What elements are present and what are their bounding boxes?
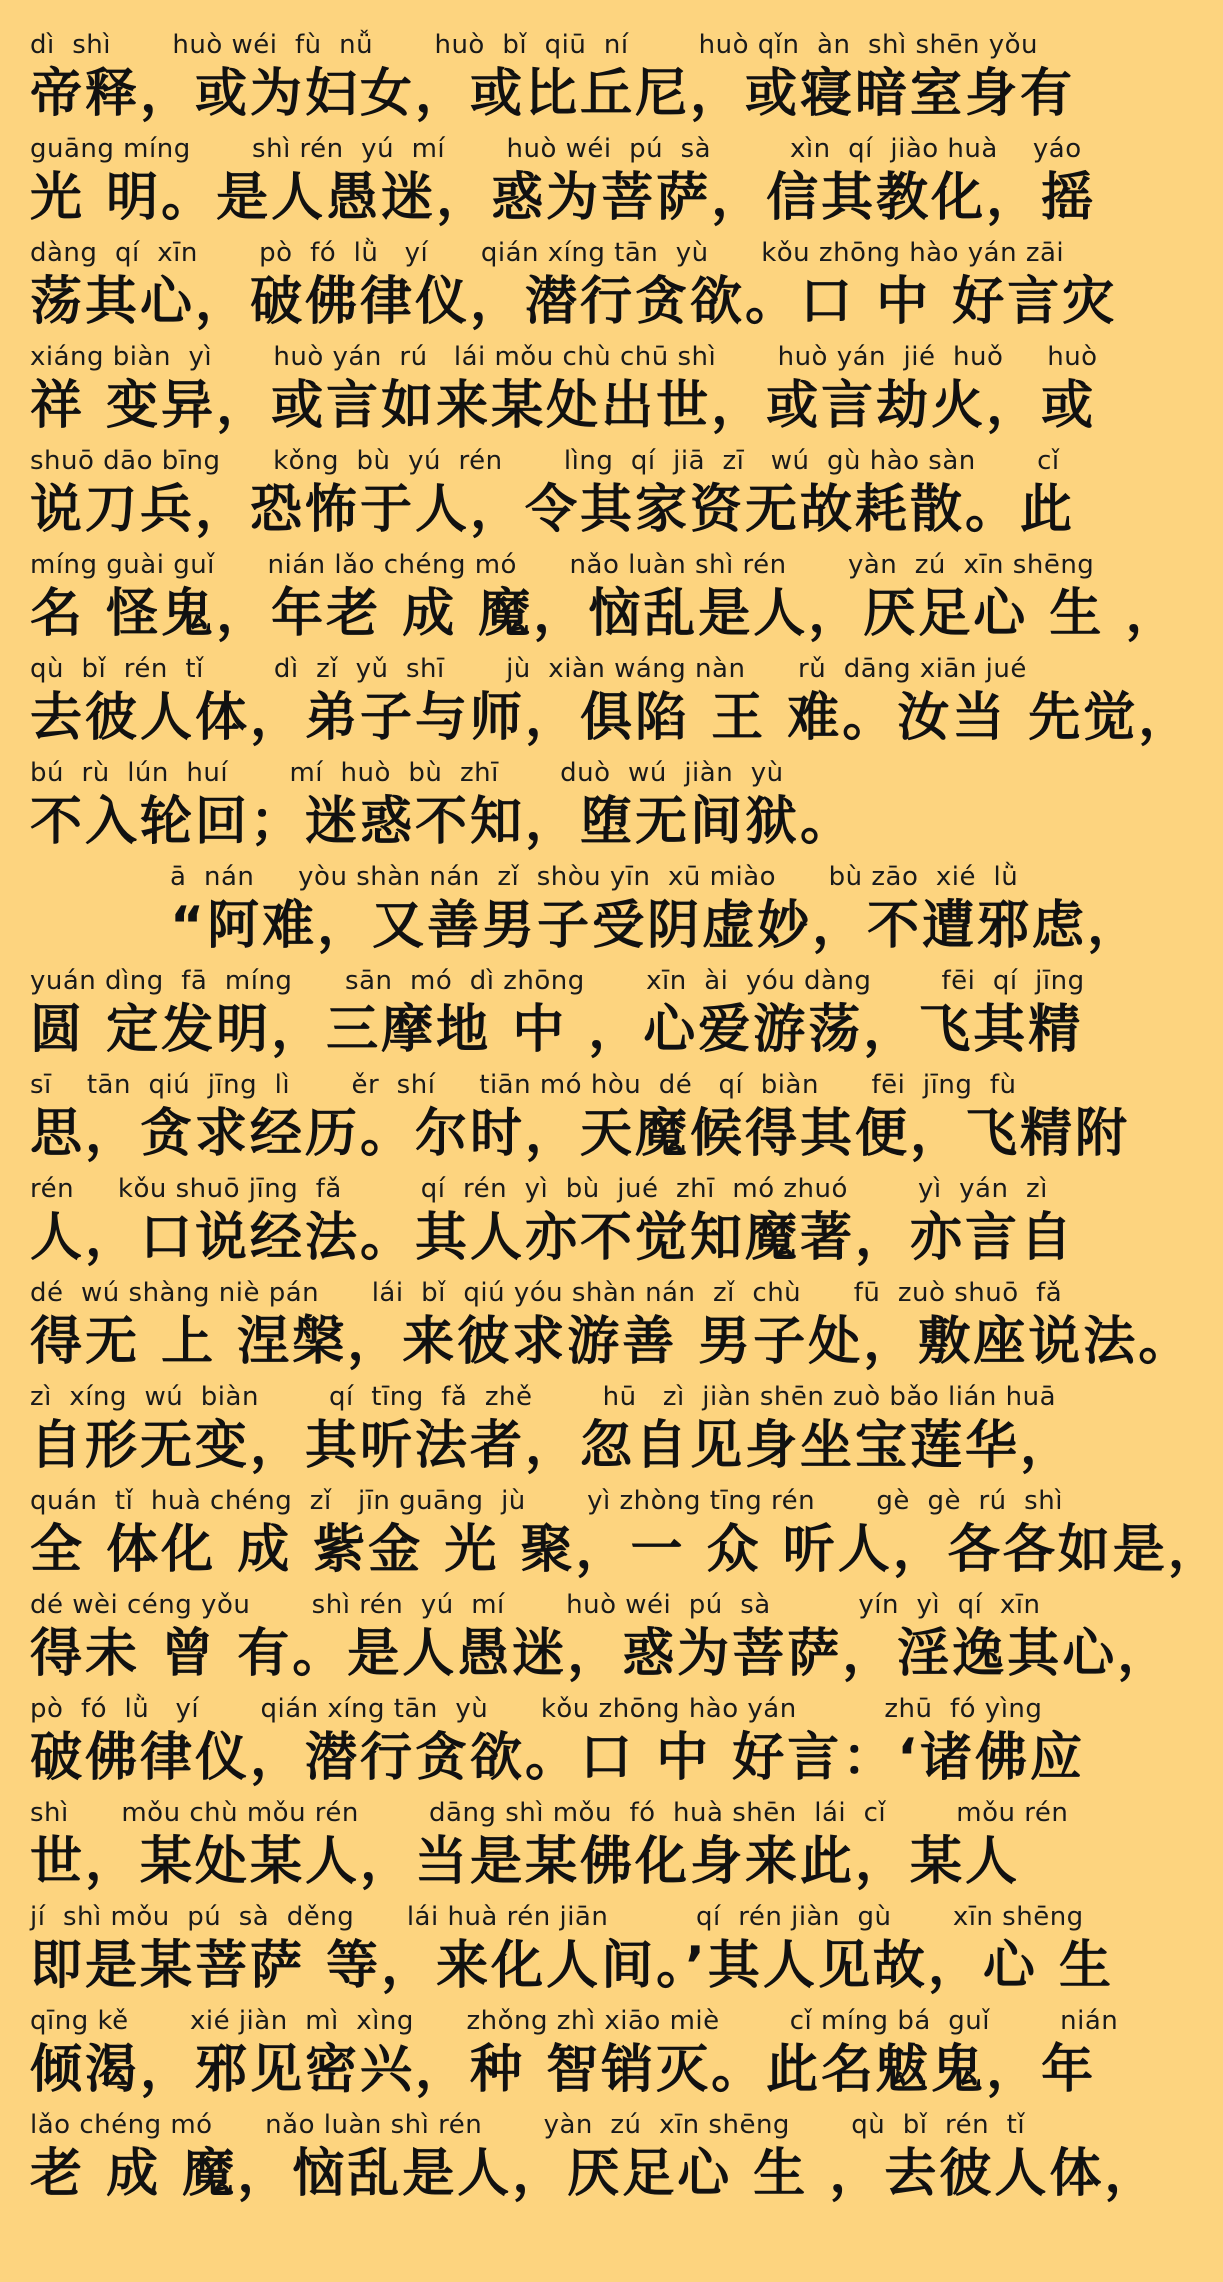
text-line (30, 1068, 1131, 1172)
hanzi-line: 世，某处某人，当是某佛化身来此，某人 (30, 1832, 1021, 1892)
pinyin-line: dì shì huò wéi fù nǚ huò bǐ qiū ní huò qǐn àn shì shēn yǒu (30, 30, 1039, 60)
text-line (30, 1484, 1223, 1588)
hanzi-line: 名 怪鬼，年老 成 魔，恼乱是人，厌足心 生 ， (30, 584, 1181, 644)
text-line (30, 756, 1050, 860)
pinyin-line: rén kǒu shuō jīng fǎ qí rén yì bù jué zhī mó zhuó yì yán zì (30, 1174, 1048, 1204)
hanzi-line: 破佛律仪，潜行贪欲。口 中 好言：‘诸佛应 (30, 1728, 1085, 1788)
hanzi-line: 人，口说经法。其人亦不觉知魔著，亦言自 (30, 1208, 1076, 1268)
text-line (30, 444, 1076, 548)
pinyin-line: ā nán yòu shàn nán zǐ shòu yīn xū miào bù zāo xié lǜ (170, 862, 1019, 892)
text-line (30, 1692, 1085, 1796)
pinyin-line: míng guài guǐ nián lǎo chéng mó nǎo luàn shì rén yàn zú xīn shēng (30, 550, 1095, 580)
text-line (30, 860, 1143, 964)
text-line (30, 652, 1194, 756)
pinyin-line: sī tān qiú jīng lì ěr shí tiān mó hòu dé qí biàn fēi jīng fù (30, 1070, 1017, 1100)
text-line (30, 1588, 1173, 1692)
text-line (30, 236, 1118, 340)
hanzi-line: 说刀兵，恐怖于人，令其家资无故耗散。此 (30, 480, 1076, 540)
hanzi-line: 去彼人体，弟子与师，俱陷 王 难。汝当 先觉， (30, 688, 1194, 748)
hanzi-line: “阿难，又善男子受阴虚妙，不遭邪虑， (170, 896, 1143, 956)
pinyin-line: quán tǐ huà chéng zǐ jīn guāng jù yì zhòng tīng rén gè gè rú shì (30, 1486, 1063, 1516)
pinyin-line: zì xíng wú biàn qí tīng fǎ zhě hū zì jiàn shēn zuò bǎo lián huā (30, 1382, 1057, 1412)
text-line (30, 132, 1097, 236)
hanzi-line: 思，贪求经历。尔时，天魔候得其便，飞精附 (30, 1104, 1131, 1164)
text-line (30, 2004, 1119, 2108)
text-line (30, 1380, 1076, 1484)
hanzi-line: 圆 定发明，三摩地 中 ，心爱游荡，飞其精 (30, 1000, 1084, 1060)
pinyin-line: guāng míng shì rén yú mí huò wéi pú sà xìn qí jiào huà yáo (30, 134, 1082, 164)
pinyin-line: dàng qí xīn pò fó lǜ yí qián xíng tān yù kǒu zhōng hào yán zāi (30, 238, 1065, 268)
text-line (30, 964, 1085, 1068)
text-line (30, 1900, 1114, 2004)
pinyin-line: lǎo chéng mó nǎo luàn shì rén yàn zú xīn shēng qù bǐ rén tǐ (30, 2110, 1026, 2140)
pinyin-line: xiáng biàn yì huò yán rú lái mǒu chù chū shì huò yán jié huǒ huò (30, 342, 1098, 372)
text-line (30, 1172, 1076, 1276)
pinyin-line: shì mǒu chù mǒu rén dāng shì mǒu fó huà shēn lái cǐ mǒu rén (30, 1798, 1069, 1828)
text-line (30, 28, 1076, 132)
pinyin-line: dé wú shàng niè pán lái bǐ qiú yóu shàn nán zǐ chù fū zuò shuō fǎ (30, 1278, 1063, 1308)
pinyin-line: pò fó lǜ yí qián xíng tān yù kǒu zhōng hào yán zhū fó yìng (30, 1694, 1043, 1724)
text-line (30, 2108, 1160, 2212)
pinyin-line: bú rù lún huí mí huò bù zhī duò wú jiàn yù (30, 758, 784, 788)
hanzi-line: 光 明。是人愚迷，惑为菩萨，信其教化，摇 (30, 168, 1097, 228)
text-line (30, 1796, 1069, 1900)
pinyin-line: shuō dāo bīng kǒng bù yú rén lìng qí jiā zī wú gù hào sàn cǐ (30, 446, 1060, 476)
pinyin-line: yuán dìng fā míng sān mó dì zhōng xīn ài yóu dàng fēi qí jīng (30, 966, 1085, 996)
text-line (30, 340, 1098, 444)
hanzi-line: 帝释，或为妇女，或比丘尼，或寝暗室身有 (30, 64, 1076, 124)
hanzi-line: 得无 上 涅槃，来彼求游善 男子处，敷座说法。 (30, 1312, 1194, 1372)
pinyin-line: qīng kě xié jiàn mì xìng zhǒng zhì xiāo miè cǐ míng bá guǐ nián (30, 2006, 1119, 2036)
hanzi-line: 祥 变异，或言如来某处出世，或言劫火，或 (30, 376, 1097, 436)
hanzi-line: 倾渴，邪见密兴，种 智销灭。此名魃鬼，年 (30, 2040, 1097, 2100)
pinyin-line: jí shì mǒu pú sà děng lái huà rén jiān qí rén jiàn gù xīn shēng (30, 1902, 1084, 1932)
hanzi-line: 即是某菩萨 等，来化人间。’其人见故，心 生 (30, 1936, 1114, 1996)
text-line (30, 548, 1181, 652)
hanzi-line: 老 成 魔，恼乱是人，厌足心 生 ，去彼人体， (30, 2144, 1160, 2204)
hanzi-line: 不入轮回；迷惑不知，堕无间狱。 (30, 792, 856, 852)
pinyin-line: dé wèi céng yǒu shì rén yú mí huò wéi pú sà yín yì qí xīn (30, 1590, 1041, 1620)
hanzi-line: 荡其心，破佛律仪，潜行贪欲。口 中 好言灾 (30, 272, 1118, 332)
pinyin-line: qù bǐ rén tǐ dì zǐ yǔ shī jù xiàn wáng nàn rǔ dāng xiān jué (30, 654, 1027, 684)
text-line (30, 1276, 1194, 1380)
hanzi-line: 得未 曾 有。是人愚迷，惑为菩萨，淫逸其心， (30, 1624, 1173, 1684)
hanzi-line: 自形无变，其听法者，忽自见身坐宝莲华， (30, 1416, 1076, 1476)
hanzi-line: 全 体化 成 紫金 光 聚，一 众 听人，各各如是， (30, 1520, 1223, 1580)
